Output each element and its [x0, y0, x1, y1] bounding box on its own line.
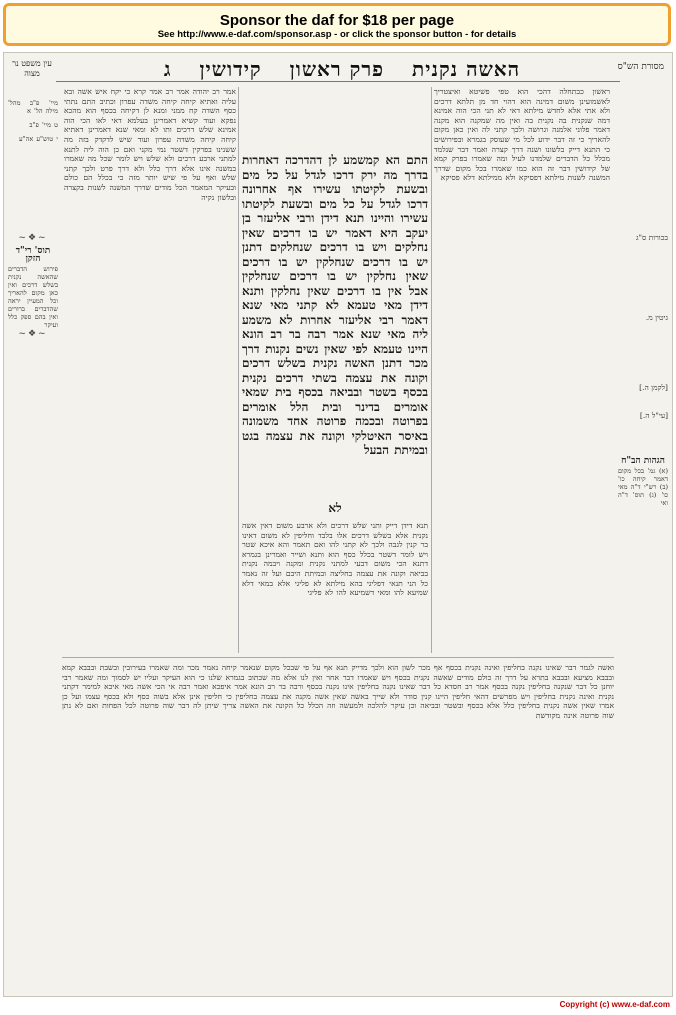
section-divider	[62, 657, 614, 658]
tosafot-rid-text: פירוש הדברים שהאשה נקנית בשלש דרכים ואין כאן מקום להאריך וכל המעיין יראה שהדברים ברורים ואין בהם ספק כלל ועיקר	[8, 265, 58, 329]
left-gutter-ref: ט מיי' פ"ב	[29, 121, 58, 129]
ornament-icon: ~❖~	[18, 329, 48, 339]
column-divider	[431, 87, 432, 653]
rashi-column: ראשון כבתחלה דהכי הוא טפי פשיטא ואיצטריך לאשמועינן משום דמינה הוא דהוי חד מן תלתא דרכים ולא אתי אלא לחדש מילתא דאי לא תני הכי הוה אמינא דמה שנקנית בה נקנית בה ואין מה שמקנה הוא מקנה דאמר פלוני אלמנה וגרושה ולכך קתני לה ואין כאן מקום להאריך כי זה דבר ידוע לכל מי שעוסק בגמרא ובפירושים כי התנא דייק בלשונו ושנה דרך קצרה ואמר דבר שנלמד מכלל כל הדברים שלמדנו לעיל ומה שאמרו בפרק קמא של קידושין דבר זה הוא כמו שאמרו בכל מקום שדרך המשנה לשנות מילתא דפסיקא ולא ממילתא דלא פסיקא	[434, 87, 610, 183]
copyright-notice: Copyright (c) www.e-daf.com	[559, 1000, 670, 1009]
right-gutter-ref: [לקמן ה.]	[639, 383, 668, 392]
ornament-icon: ~❖~	[18, 233, 48, 243]
tosafot-rid-sidebar	[8, 233, 58, 483]
sponsor-banner-subtitle[interactable]: See http://www.e-daf.com/sponsor.asp - or click the sponsor button - for details	[157, 29, 517, 40]
hagahot-box	[618, 453, 668, 653]
chapter-name: האשה נקנית	[412, 57, 521, 81]
masoret-hashas-heading: מסורת הש"ס	[617, 62, 664, 72]
right-gutter	[616, 233, 668, 433]
right-gutter-ref: גיטין מ.	[645, 313, 668, 322]
hagahot-title: הגהות הב"ח	[621, 456, 665, 466]
chapter-label: פרק ראשון	[289, 57, 385, 81]
left-gutter-ref: י טוש"ע אה"ע	[18, 135, 58, 143]
sponsor-banner[interactable]	[3, 3, 671, 46]
middle-commentary: תנא דידן דייק ותני שלש דרכים ולא ארבע משום דאין אשה נקנית אלא בשלש דרכים אלו בלבד וחליפין לא משום דאינו בר קנין לגבה ולכך לא קתני להו ואם תאמר והא איכא שטר ויש לומר דשטר בכלל כסף הוא ותנא ושייר ואמרינן בגמרא דתנא הכי משום דבעי למתני נקנית ומקנה ויבמה נקנית בביאה וקונה את עצמה בחליצה ובמיתת היבם ועל זה נאמר כל הני תנאי דפליגי בהא מילתא לא פליגי אלא במאי דלא שמיעא להו ומאי דשמיעא להו לא פליגי	[242, 521, 428, 598]
daf-number: ג	[163, 57, 172, 81]
lower-commentary-block	[62, 663, 614, 991]
right-gutter-ref: [עי"ל ה.]	[639, 411, 668, 420]
header-divider	[56, 81, 620, 82]
sponsor-banner-title[interactable]: Sponsor the daf for $18 per page	[219, 12, 455, 29]
column-divider	[238, 87, 239, 653]
tractate-name: קידושין	[199, 57, 262, 81]
page-headline	[92, 57, 592, 79]
tosafot-rid-title: תוס' רי"ד הזקן	[15, 246, 51, 264]
gemara-continuation-word: לא	[328, 501, 342, 515]
left-gutter-ref: מיי' פ"ב מהל' מילה הל' א	[8, 99, 58, 115]
ein-mishpat-heading: עין משפט נר מצוה	[12, 59, 52, 78]
lower-commentary-text: ואשה לגמר דבר שאינו נקנה בחליפין ואינה נקנית בכסף אף מכר לשון הוא ולכך מדייק תנא אף על פי שבכל מקום שנאמר קיחה נאמר מכר ומה שאמרו בעירובין ובשבת ובבבא קמא ובבבא מציעא ובבבא בתרא על דרך זה כולם מודים שאשה נקנית בכסף ויש שאמרו דבר אחר ואין לנו אלא מה שכתוב בגמרא שלנו כי הוא העיקר ועליו יש לסמוך ומה שאמר רבי יוחנן כל דבר שנקנה בחליפין נקנה בכסף אמר רב חסדא כל דבר שאינו נקנה בחליפין אינו נקנה בכסף ורבה בר רב הונא אמר איפכא ואמר רבה אי הכי אשה מאי איכא למימר דקתני נקנית ואינה נקנית בחליפין ויש מפרשים דהאי חליפין היינו קנין סודר ולא שייך באשה שאין אשה מקנה את עצמה בחליפין כי חליפין אינן אלא בשוה כסף ולא בכסף עצמו ועל כן אמרו שאין אשה נקנית בחליפין כלל אלא בכסף ובשטר ובביאה וכן עיקר להלכה ולמעשה וזה הכלל כל הקונה את האשה צריך שיתן לה דבר שוה פרוטה לכל הפחות ואם לא נתן שוה פרוטה אינה מקודשת	[62, 663, 614, 720]
tosafot-column: אמר רב יהודה אמר רב אמר קרא כי יקח איש אשה ובא עליה ואתיא קיחה קיחה משדה עפרון וכתיב התם נתתי כסף השדה קח ממני ומנא לן דקיחה בכסף הוא מהכא נפקא ועוד קשיא דאמרינן בעלמא דאי לאו הכי הוה אמינא שלש דרכים ותו לא ומאי שנא דאמרינן דאתיא קיחה קיחה משדה עפרון ועוד שיש לדקדק בזה מה ששנינו בפרקין דשטר נמי מקני ואם כן הוה ליה לתנא למתני ארבע דרכים ולא שלש ויש לומר שכל מה שאמרו במשנה אינו אלא דרך כלל ולא דרך פרט ולכך קתני שלש ואף על פי שיש יותר מזה כי בכלל הם כולם ובעיקר המאמר הכל מודים שדרך המשנה לשנות בקצרה ובלשון נקיה	[64, 87, 236, 202]
talmud-page	[3, 52, 673, 997]
gemara-main-text: התם הא קמשמע לן דהדרכה דאחרות בדרך מה ירק דרכו לגדל על כל מים ובשעת לקיטתו עשירו אף אחרונה דרכו לגדל על כל מים ובשעת לקיטתו עשירו והיינו תנא דידן ורבי אליעזר בן יעקב היא דאמר יש בו דרכים שאין נחלקים ויש בו דרכים שנחלקים דתנן יש בו דרכים שנחלקין יש בו דרכים שאין נחלקין יש בו דרכים שנחלקין אבל אין בו דרכים שאין נחלקין ותנא דידן מאי טעמא לא קתני מאי שנא דאמר רבי אליעזר אחרות לא משמע ליה מאי שנא אמר רבה בר רב הונא היינו טעמא לפי שאין נשים נקנות דרך מכר דתנן האשה נקנית בשלש דרכים וקונה את עצמה בשתי דרכים נקנית בכסף בשטר ובביאה בכסף בית שמאי אומרים בדינר ובית הלל אומרים בפרוטה ובכמה פרוטה אחד משמונה באיסר האיטלקי וקונה את עצמה בגט ובמיתת הבעל	[242, 153, 428, 457]
hagahot-text: (א) גמ' בכל מקום דאמר קיחה כו' (ב) רש"י ד"ה מאי כו' (ג) תוס' ד"ה ואי	[618, 467, 668, 507]
right-gutter-ref: בכורות ס"ג	[636, 233, 668, 242]
